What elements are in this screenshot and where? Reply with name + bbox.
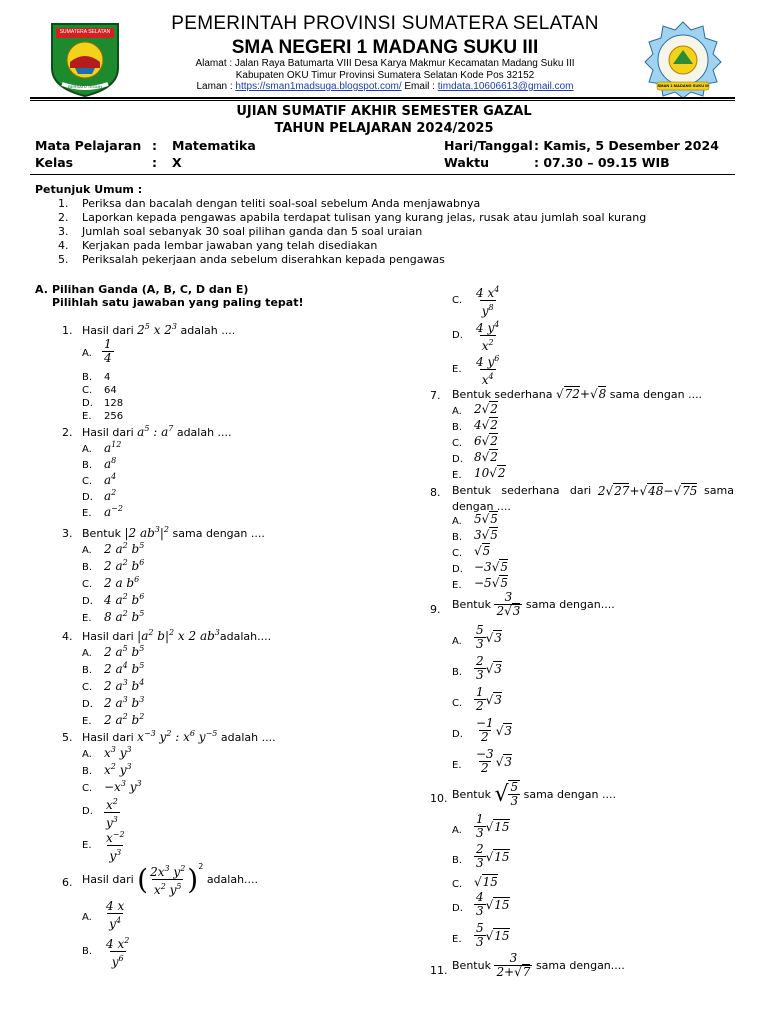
q7-expression: √72+√8 [555, 387, 607, 401]
q2-option-b: $a^8$ [104, 456, 117, 471]
q3-option-c: 2 a $b^6$ [104, 575, 140, 590]
option-letter: D. [82, 699, 93, 710]
instruction-number: 5. [58, 253, 69, 266]
instruction-item: Laporkan kepada pengawas apabila terdapat tulisan yang kurang jelas, rusak atau jumlah soal kurang [82, 211, 647, 224]
q6-pre: Hasil dari [82, 873, 134, 886]
q8-post-line: dengan .... [452, 500, 511, 513]
option-letter: D. [82, 398, 93, 409]
address-line-2: Kabupaten OKU Timur Provinsi Sumatera Selatan Kode Pos 32152 [235, 70, 535, 81]
q8-post: sama [704, 484, 734, 497]
day-label: Hari/Tanggal [444, 138, 533, 153]
q2-option-c: $a^4$ [104, 472, 117, 487]
q10-pre: Bentuk [452, 787, 491, 801]
q5-number: 5. [62, 731, 73, 744]
school-name: SMA NEGERI 1 MADANG SUKU III [231, 37, 539, 58]
q3-post: sama dengan .... [172, 527, 265, 540]
option-letter: E. [452, 760, 462, 771]
option-letter: D. [82, 596, 93, 607]
left-logo-motto: BERSATU TEGUH [68, 84, 102, 89]
option-letter: A. [452, 825, 462, 836]
q6-option-d: $\frac{4 y^4}{x^2}$ [476, 320, 500, 353]
q2-question [82, 424, 232, 439]
option-letter: E. [82, 411, 92, 422]
section-a-label: A. [35, 283, 48, 296]
option-letter: C. [82, 579, 93, 590]
q6-post: adalah.... [206, 873, 259, 886]
q10-post: sama dengan .... [523, 787, 616, 801]
option-letter: A. [82, 348, 92, 359]
q4-option-c: 2 $a^3$ $b^4$ [104, 678, 145, 693]
class-value: X [172, 155, 182, 170]
option-letter: A. [82, 912, 92, 923]
website-link[interactable]: https://sman1madsuga.blogspot.com/ [235, 81, 402, 92]
q7-option-c: 6√2 [474, 434, 498, 448]
option-letter: D. [82, 492, 93, 503]
option-letter: E. [452, 934, 462, 945]
q3-expression: |2 $ab^3|^2$ [124, 525, 170, 540]
q4-question [82, 628, 271, 643]
q4-option-a: 2 $a^5$ $b^5$ [104, 644, 145, 659]
option-letter: C. [82, 783, 93, 794]
address-line-1: Alamat : Jalan Raya Batumarta VIII Desa Karya Makmur Kecamatan Madang Suku III [195, 58, 575, 69]
q9-post: sama dengan.... [525, 598, 615, 611]
option-letter: E. [82, 508, 92, 519]
q9-option-d: $\frac{-1}{2}$ √3 [476, 716, 512, 744]
subject-colon: : [152, 138, 157, 153]
q5-option-e: $\frac{x^{-2}}{y^3}$ [106, 830, 125, 863]
option-letter: D. [452, 903, 463, 914]
q1-number: 1. [62, 324, 73, 337]
q9-option-a: $\frac{5}{3}$ √3 [476, 623, 502, 651]
instruction-number: 1. [58, 197, 69, 210]
q2-pre: Hasil dari [82, 426, 134, 439]
q6-number: 6. [62, 876, 73, 889]
q7-post: sama dengan .... [609, 388, 703, 401]
option-letter: B. [452, 667, 463, 678]
q8-option-d: −3√5 [474, 560, 508, 574]
q5-expression: $x^{-3}$ $y^2$ : $x^6$ $y^{-5}$ [137, 729, 218, 744]
time-label: Waktu [444, 155, 489, 170]
q9-question: Bentuk $\frac{3}{2√3}$ sama dengan.... [452, 590, 615, 618]
q3-pre: Bentuk [82, 527, 121, 540]
q8-option-b: 3√5 [474, 528, 498, 542]
q11-pre: Bentuk [452, 959, 491, 972]
day-value: : Kamis, 5 Desember 2024 [534, 138, 719, 153]
q10-option-d: $\frac{4}{3}$ √15 [476, 890, 510, 918]
q10-option-a: $\frac{1}{3}$ √15 [476, 812, 510, 840]
email-link[interactable]: timdata.10606613@gmail.com [437, 81, 574, 92]
q3-option-e: 8 $a^2$ $b^5$ [104, 609, 145, 624]
exam-title: UJIAN SUMATIF AKHIR SEMESTER GAZAL [236, 104, 532, 119]
class-colon: : [152, 155, 157, 170]
q1-option-d: 128 [104, 398, 124, 409]
section-a-subtitle: Pilihlah satu jawaban yang paling tepat! [52, 296, 304, 309]
option-letter: A. [82, 444, 92, 455]
right-logo-text: SMAN 1 MADANG SUKU III [657, 83, 709, 88]
q8-option-c: √5 [474, 544, 491, 558]
q7-number: 7. [430, 389, 441, 402]
q9-pre: Bentuk [452, 598, 491, 611]
option-letter: A. [82, 648, 92, 659]
q3-number: 3. [62, 527, 73, 540]
option-letter: A. [452, 636, 462, 647]
q5-option-b: $x^2$ $y^3$ [104, 762, 132, 777]
instruction-number: 4. [58, 239, 69, 252]
q1-option-b: 4 [104, 372, 111, 383]
q9-option-b: $\frac{2}{3}$ √3 [476, 654, 502, 682]
option-letter: C. [452, 698, 463, 709]
option-letter: C. [82, 385, 93, 396]
option-letter: E. [452, 580, 462, 591]
time-value: : 07.30 – 09.15 WIB [534, 155, 670, 170]
email-prefix: Email : [401, 81, 438, 92]
q10-option-c: √15 [474, 875, 498, 889]
q1-pre: Hasil dari [82, 324, 134, 337]
q5-question [82, 729, 276, 744]
q6-option-b: $\frac{4 x^2}{y^6}$ [106, 936, 130, 969]
option-letter: C. [452, 438, 463, 449]
q11-number: 11. [430, 964, 448, 977]
option-letter: E. [82, 840, 92, 851]
subject-label: Mata Pelajaran [35, 138, 142, 153]
q4-option-b: 2 $a^4$ $b^5$ [104, 661, 145, 676]
q1-expression: $2^5$ x $2^3$ [137, 322, 178, 337]
option-letter: B. [452, 532, 463, 543]
q10-question: Bentuk √ $\frac{5}{3}$ sama dengan .... [452, 780, 616, 808]
option-letter: C. [452, 548, 463, 559]
q2-option-e: $a^{-2}$ [104, 504, 123, 519]
q1-option-a: $\frac{1}{4}$ [104, 337, 112, 365]
q5-post: adalah .... [220, 731, 276, 744]
instruction-number: 2. [58, 211, 69, 224]
q6-option-e: $\frac{4 y^6}{x^4}$ [476, 354, 500, 387]
q6-option-a: $\frac{4 x}{y^4}$ [106, 899, 125, 931]
section-a-title: Pilihan Ganda (A, B, C, D dan E) [52, 283, 249, 296]
option-letter: B. [82, 946, 93, 957]
info-divider [30, 174, 735, 175]
option-letter: D. [452, 729, 463, 740]
q5-option-c: $-x^3$ $y^3$ [104, 779, 142, 794]
option-letter: B. [452, 855, 463, 866]
q9-number: 9. [430, 603, 441, 616]
contact-prefix: Laman : [196, 81, 236, 92]
instruction-number: 3. [58, 225, 69, 238]
q8-expression: 2√27+√48−√75 [597, 484, 698, 498]
q5-option-d: $\frac{x^2}{y^3}$ [106, 797, 118, 830]
q4-option-d: 2 $a^3$ $b^3$ [104, 695, 145, 710]
school-logo [643, 20, 723, 100]
instruction-item: Kerjakan pada lembar jawaban yang telah disediakan [82, 239, 378, 252]
q11-question: Bentuk $\frac{3}{2+√7}$ sama dengan.... [452, 951, 625, 979]
q7-question [452, 387, 702, 401]
option-letter: B. [82, 562, 93, 573]
header-rule-thin [30, 100, 735, 101]
government-name: PEMERINTAH PROVINSI SUMATERA SELATAN [171, 13, 599, 34]
instruction-item: Jumlah soal sebanyak 30 soal pilihan ganda dan 5 soal uraian [82, 225, 423, 238]
q4-expression: $|a^2$ $b|^2$ x 2 $ab^3$ [137, 628, 220, 643]
q7-option-b: 4√2 [474, 418, 498, 432]
q4-number: 4. [62, 630, 73, 643]
q6-question: Hasil dari ( $\frac{2x^3 y^2}{x^2 y^5}$ ) $^2$ adalah.... [82, 862, 259, 897]
option-letter: E. [82, 716, 92, 727]
subject-value: Matematika [172, 138, 256, 153]
class-label: Kelas [35, 155, 74, 170]
q6-option-c: $\frac{4 x^4}{y^8}$ [476, 285, 500, 318]
q3-option-a: 2 $a^2$ $b^5$ [104, 541, 145, 556]
q11-post: sama dengan.... [535, 959, 625, 972]
left-logo-text: SUMATERA SELATAN [59, 29, 111, 35]
option-letter: B. [82, 665, 93, 676]
q7-pre: Bentuk sederhana [452, 388, 553, 401]
q3-question [82, 525, 265, 540]
option-letter: C. [82, 682, 93, 693]
q10-option-e: $\frac{5}{3}$ √15 [476, 921, 510, 949]
option-letter: B. [82, 372, 93, 383]
option-letter: B. [82, 766, 93, 777]
q10-number: 10. [430, 792, 448, 805]
option-letter: A. [452, 406, 462, 417]
exam-year: TAHUN PELAJARAN 2024/2025 [274, 121, 494, 136]
option-letter: C. [82, 476, 93, 487]
q8-option-a: 5√5 [474, 512, 498, 526]
q2-expression: $a^5$ : $a^7$ [137, 424, 174, 439]
q8-question [452, 484, 734, 498]
option-letter: C. [452, 295, 463, 306]
q4-post: adalah.... [219, 630, 272, 643]
instruction-item: Periksa dan bacalah dengan teliti soal-soal sebelum Anda menjawabnya [82, 197, 481, 210]
q2-post: adalah .... [176, 426, 232, 439]
option-letter: E. [452, 364, 462, 375]
q1-post: adalah .... [180, 324, 236, 337]
q4-option-e: 2 $a^2$ $b^2$ [104, 712, 145, 727]
q1-option-c: 64 [104, 385, 117, 396]
instruction-item: Periksalah pekerjaan anda sebelum diserahkan kepada pengawas [82, 253, 445, 266]
q7-option-e: 10√2 [474, 466, 506, 480]
q9-option-c: $\frac{1}{2}$ √3 [476, 685, 502, 713]
q8-option-e: −5√5 [474, 576, 508, 590]
option-letter: C. [452, 879, 463, 890]
option-letter: A. [82, 545, 92, 556]
option-letter: B. [452, 422, 463, 433]
option-letter: B. [82, 460, 93, 471]
q1-question [82, 322, 235, 337]
option-letter: A. [452, 516, 462, 527]
option-letter: A. [82, 749, 92, 760]
q5-option-a: $x^3$ $y^3$ [104, 745, 132, 760]
q7-option-d: 8√2 [474, 450, 498, 464]
q1-option-e: 256 [104, 411, 124, 422]
q4-pre: Hasil dari [82, 630, 134, 643]
option-letter: D. [82, 806, 93, 817]
q3-option-b: 2 $a^2$ $b^6$ [104, 558, 145, 573]
q2-option-a: $a^{12}$ [104, 440, 122, 455]
instructions-heading: Petunjuk Umum : [35, 183, 143, 196]
option-letter: D. [452, 330, 463, 341]
q3-option-d: 4 $a^2$ $b^6$ [104, 592, 145, 607]
q8-number: 8. [430, 486, 441, 499]
q8-pre: Bentuk sederhana dari [452, 484, 592, 497]
option-letter: D. [452, 454, 463, 465]
header-rule [30, 97, 735, 99]
q10-option-b: $\frac{2}{3}$ √15 [476, 842, 510, 870]
q2-number: 2. [62, 426, 73, 439]
option-letter: E. [452, 470, 462, 481]
q5-pre: Hasil dari [82, 731, 134, 744]
q7-option-a: 2√2 [474, 402, 498, 416]
contact-line [150, 81, 620, 92]
q2-option-d: $a^2$ [104, 488, 117, 503]
q9-option-e: $\frac{-3}{2}$ √3 [476, 747, 512, 775]
option-letter: D. [452, 564, 463, 575]
option-letter: E. [82, 613, 92, 624]
